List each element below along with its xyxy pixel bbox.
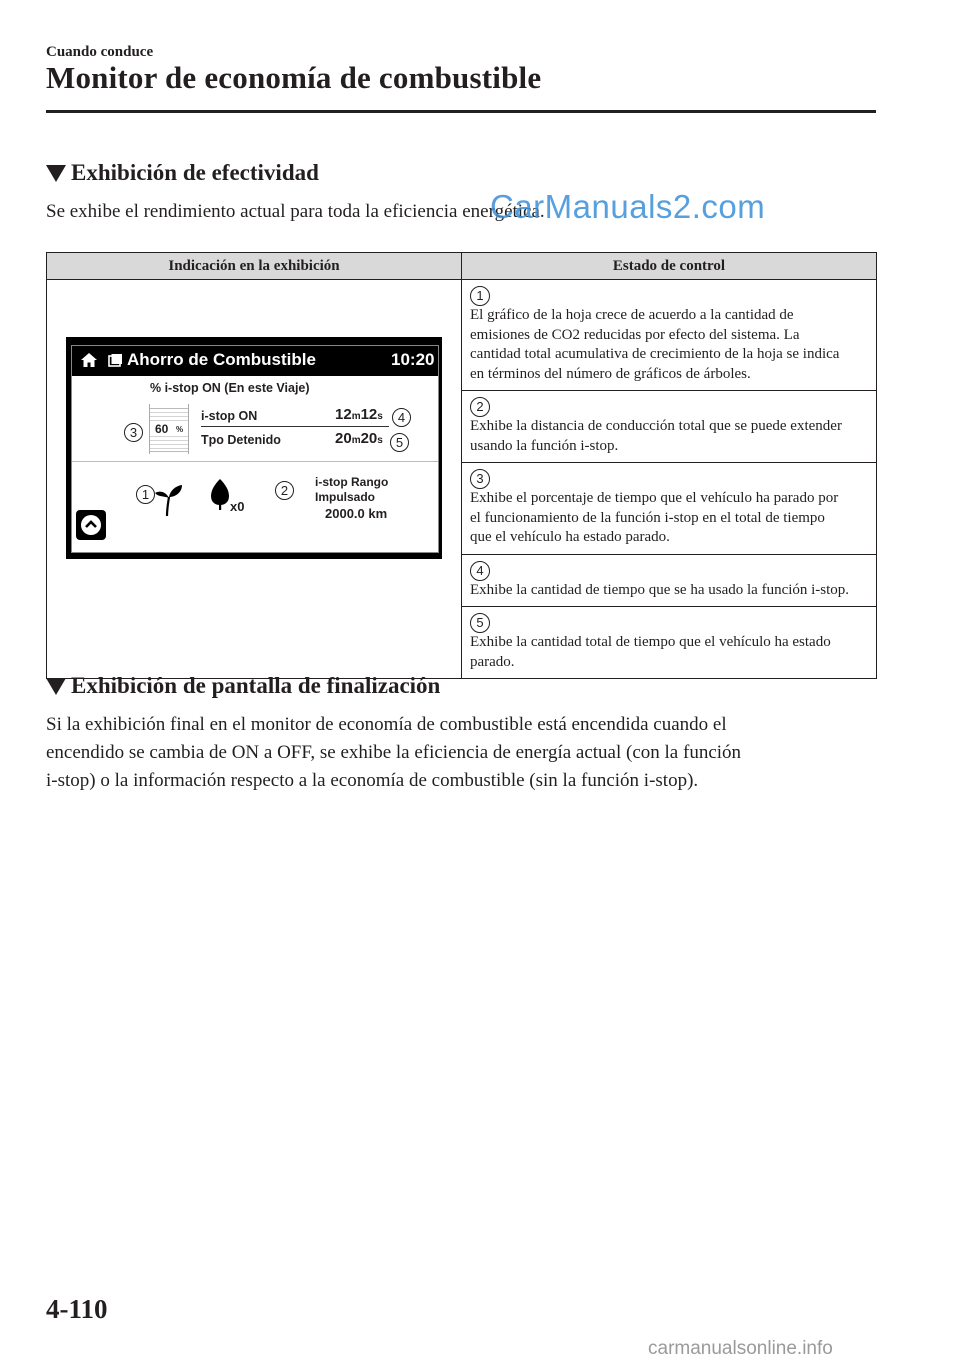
page-title: Monitor de economía de combustible — [46, 60, 542, 95]
range-label-line1: i-stop Rango — [315, 475, 389, 489]
screen-panel — [72, 376, 438, 552]
desc-text: Exhibe la distancia de conducción total que se puede extender usando la función i-stop. — [470, 418, 842, 454]
screen-clock: 10:20 — [391, 350, 435, 369]
sprout-icon — [154, 483, 184, 517]
col-header-control: Estado de control — [462, 253, 877, 280]
num-badge: 5 — [470, 613, 490, 633]
panel-divider — [72, 461, 438, 462]
istop-on-seconds: 12 — [360, 406, 378, 423]
num-badge: 4 — [470, 561, 490, 581]
footer-watermark: carmanualsonline.info — [648, 1338, 833, 1359]
istop-on-minutes-unit: m — [351, 411, 361, 422]
desc-text: Exhibe la cantidad de tiempo que se ha usado la función i-stop. — [470, 581, 850, 598]
num-badge: 1 — [470, 286, 490, 306]
stopped-seconds-unit: s — [377, 435, 383, 446]
callout-5: 5 — [390, 433, 409, 452]
desc-cell-3 — [462, 463, 877, 555]
screen-illustration-cell — [47, 280, 462, 679]
chapter-label: Cuando conduce — [46, 44, 154, 60]
col-header-display: Indicación en la exhibición — [47, 253, 462, 280]
desc-cell-4 — [462, 554, 877, 607]
table-header-row — [47, 253, 877, 280]
stopped-time-label: Tpo Detenido — [201, 433, 281, 447]
back-arrow-icon — [84, 518, 98, 532]
section2-body — [46, 711, 886, 795]
triangle-bullet-icon — [46, 678, 66, 695]
section-heading-text: Exhibición de efectividad — [71, 160, 319, 185]
range-label-line2: Impulsado — [315, 490, 376, 504]
body-line: encendido se cambia de ON a OFF, se exhibe la eficiencia de energía actual (con la función — [46, 742, 742, 763]
page-number: 4-110 — [46, 1294, 108, 1324]
percent-value: 60 — [155, 422, 169, 436]
stopped-seconds: 20 — [360, 430, 378, 447]
num-badge: 2 — [470, 397, 490, 417]
body-line: Si la exhibición final en el monitor de economía de combustible está encendida cuando el — [46, 714, 727, 735]
desc-text: El gráfico de la hoja crece de acuerdo a la cantidad de emisiones de CO2 reducidas por efecto del sistema. La cantidad total acumulativa de crecimiento de la hoja se indica en términos del número de gráficos de árboles. — [470, 307, 840, 382]
stopped-minutes-unit: m — [351, 435, 361, 446]
tree-icon — [210, 478, 230, 510]
back-button[interactable] — [76, 510, 106, 540]
title-rule — [46, 110, 876, 113]
istop-on-minutes: 12 — [335, 406, 352, 423]
stopped-time — [335, 430, 383, 448]
screen-topbar — [72, 346, 438, 374]
info-table — [46, 252, 877, 679]
desc-text: Exhibe la cantidad total de tiempo que el vehículo ha estado parado. — [470, 634, 831, 670]
desc-cell-1 — [462, 280, 877, 391]
callout-3: 3 — [124, 423, 143, 442]
percent-unit: % — [176, 425, 184, 434]
callout-1: 1 — [136, 485, 155, 504]
triangle-bullet-icon — [46, 165, 66, 182]
home-icon — [80, 352, 98, 368]
percent-gauge — [145, 404, 193, 454]
istop-on-time — [335, 406, 383, 424]
tree-count: x0 — [230, 499, 245, 514]
screen-subtitle: % i-stop ON (En este Viaje) — [150, 381, 310, 395]
section-heading-effectiveness — [46, 160, 319, 186]
istop-on-label: i-stop ON — [201, 409, 258, 423]
num-badge: 3 — [470, 469, 490, 489]
fuel-economy-screen — [66, 337, 442, 559]
body-line: i-stop) o la información respecto a la economía de combustible (sin la función i-stop). — [46, 770, 699, 791]
section-heading-text: Exhibición de pantalla de finalización — [71, 673, 441, 698]
section-heading-end-screen — [46, 673, 440, 699]
istop-on-seconds-unit: s — [377, 411, 383, 422]
callout-4: 4 — [392, 408, 411, 427]
stopped-minutes: 20 — [335, 430, 352, 447]
table-row — [47, 280, 877, 391]
desc-cell-2 — [462, 391, 877, 463]
section-intro: Se exhibe el rendimiento actual para toda la eficiencia energética. — [46, 201, 545, 222]
range-value: 2000.0 km — [325, 506, 388, 521]
watermark: CarManuals2.com — [490, 188, 766, 225]
screen-title: Ahorro de Combustible — [127, 350, 316, 369]
app-icon — [108, 353, 123, 367]
callout-2: 2 — [275, 481, 294, 500]
desc-cell-5 — [462, 607, 877, 679]
desc-text: Exhibe el porcentaje de tiempo que el vehículo ha parado por el funcionamiento de la función i-stop en el total de tiempo que el vehículo ha estado parado. — [470, 490, 839, 545]
